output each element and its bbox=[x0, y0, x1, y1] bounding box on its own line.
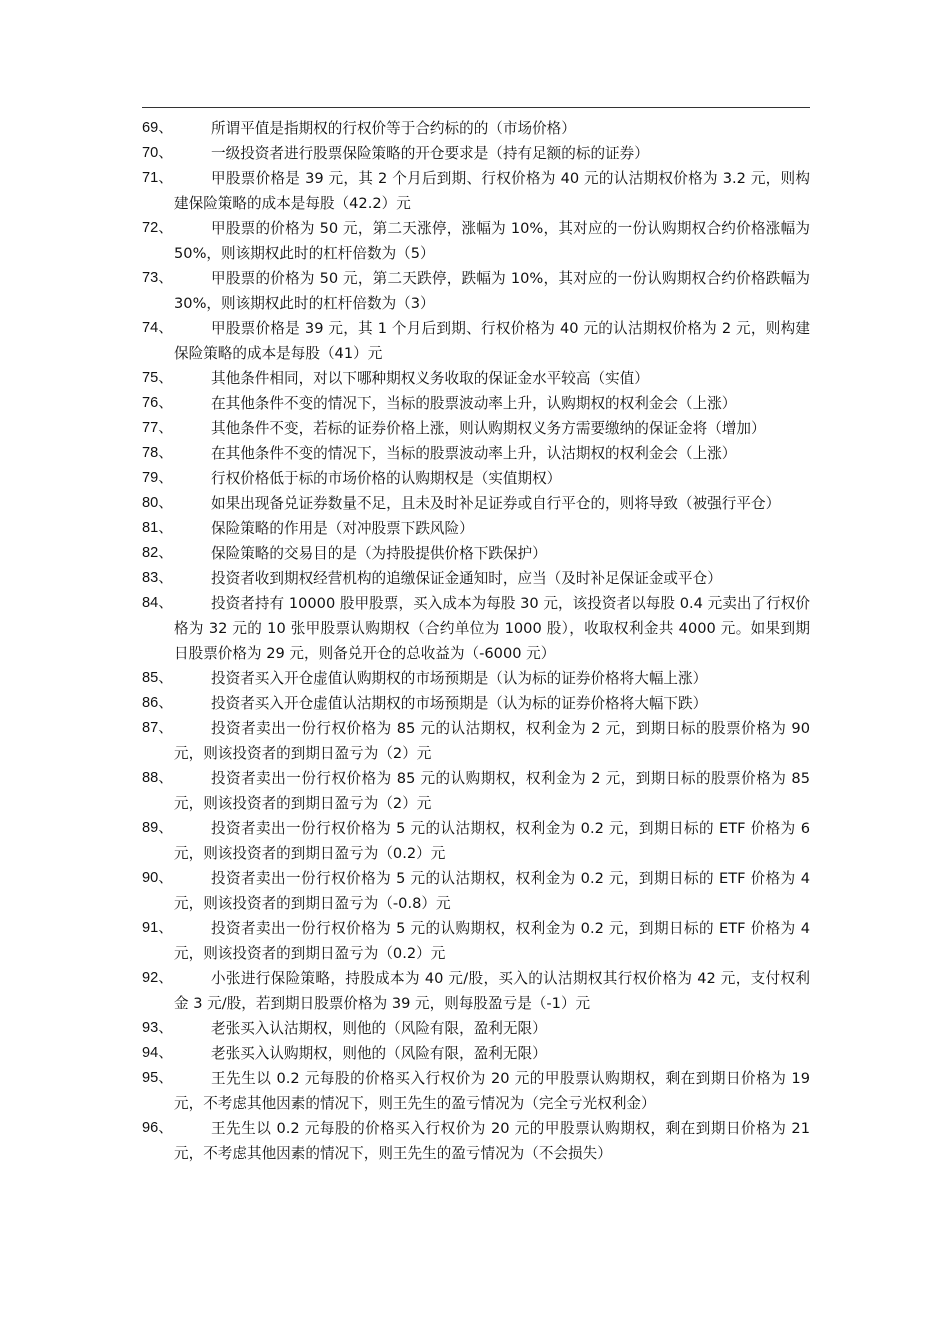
question-item bbox=[142, 691, 810, 716]
question-item bbox=[142, 491, 810, 516]
question-text: 投资者卖出一份行权价格为 5 元的认购期权，权利金为 0.2 元，到期日标的 ETF 价格为 4 元，则该投资者的到期日盈亏为（0.2）元 bbox=[174, 920, 810, 962]
question-item bbox=[142, 1041, 810, 1066]
question-text: 所谓平值是指期权的行权价等于合约标的的（市场价格） bbox=[211, 120, 576, 137]
question-number: 84、 bbox=[142, 595, 173, 611]
question-text: 甲股票价格是 39 元，其 1 个月后到期、行权价格为 40 元的认沽期权价格为 2 元，则构建保险策略的成本是每股（41）元 bbox=[174, 320, 810, 362]
question-number: 80、 bbox=[142, 495, 173, 511]
question-text: 老张买入认沽期权，则他的（风险有限，盈利无限） bbox=[211, 1020, 547, 1037]
question-item bbox=[142, 391, 810, 416]
question-item bbox=[142, 766, 810, 816]
question-number: 73、 bbox=[142, 270, 173, 286]
question-text: 投资者卖出一份行权价格为 85 元的认购期权，权利金为 2 元，到期日标的股票价格为 85 元，则该投资者的到期日盈亏为（2）元 bbox=[174, 770, 810, 812]
question-number: 92、 bbox=[142, 970, 173, 986]
question-number: 87、 bbox=[142, 720, 173, 736]
question-number: 82、 bbox=[142, 545, 173, 561]
question-item bbox=[142, 116, 810, 141]
question-text: 甲股票价格是 39 元，其 2 个月后到期、行权价格为 40 元的认沽期权价格为 3.2 元，则构建保险策略的成本是每股（42.2）元 bbox=[174, 170, 810, 212]
question-text: 甲股票的价格为 50 元，第二天涨停，涨幅为 10%，其对应的一份认购期权合约价格涨幅为 50%，则该期权此时的杠杆倍数为（5） bbox=[174, 220, 810, 262]
question-text: 投资者卖出一份行权价格为 5 元的认沽期权，权利金为 0.2 元，到期日标的 ETF 价格为 4 元，则该投资者的到期日盈亏为（-0.8）元 bbox=[174, 870, 810, 912]
question-text: 保险策略的交易目的是（为持股提供价格下跌保护） bbox=[211, 545, 547, 562]
question-number: 83、 bbox=[142, 570, 173, 586]
question-number: 95、 bbox=[142, 1070, 173, 1086]
question-number: 79、 bbox=[142, 470, 173, 486]
question-number: 69、 bbox=[142, 120, 173, 136]
question-item bbox=[142, 916, 810, 966]
question-item bbox=[142, 516, 810, 541]
question-text: 小张进行保险策略，持股成本为 40 元/股，买入的认沽期权其行权价格为 42 元，支付权利金 3 元/股，若到期日股票价格为 39 元，则每股盈亏是（-1）元 bbox=[174, 970, 810, 1012]
question-number: 74、 bbox=[142, 320, 173, 336]
question-text: 保险策略的作用是（对冲股票下跌风险） bbox=[211, 520, 474, 537]
question-item bbox=[142, 416, 810, 441]
question-list bbox=[142, 116, 810, 1166]
question-text: 投资者收到期权经营机构的追缴保证金通知时，应当（及时补足保证金或平仓） bbox=[211, 570, 722, 587]
question-text: 投资者卖出一份行权价格为 5 元的认沽期权，权利金为 0.2 元，到期日标的 ETF 价格为 6 元，则该投资者的到期日盈亏为（0.2）元 bbox=[174, 820, 810, 862]
question-item bbox=[142, 566, 810, 591]
question-text: 王先生以 0.2 元每股的价格买入行权价为 20 元的甲股票认购期权，剩在到期日价格为 19 元，不考虑其他因素的情况下，则王先生的盈亏情况为（完全亏光权利金） bbox=[174, 1070, 810, 1112]
question-item bbox=[142, 866, 810, 916]
question-number: 81、 bbox=[142, 520, 173, 536]
question-number: 90、 bbox=[142, 870, 173, 886]
question-item bbox=[142, 266, 810, 316]
question-item bbox=[142, 816, 810, 866]
question-number: 93、 bbox=[142, 1020, 173, 1036]
question-text: 老张买入认购期权，则他的（风险有限，盈利无限） bbox=[211, 1045, 547, 1062]
question-text: 行权价格低于标的市场价格的认购期权是（实值期权） bbox=[211, 470, 562, 487]
question-number: 75、 bbox=[142, 370, 173, 386]
header-rule bbox=[142, 107, 810, 108]
question-item bbox=[142, 216, 810, 266]
question-item bbox=[142, 466, 810, 491]
question-text: 投资者持有 10000 股甲股票，买入成本为每股 30 元，该投资者以每股 0.4 元卖出了行权价格为 32 元的 10 张甲股票认购期权（合约单位为 1000 股），收取权利金共 4000 元。如果到期日股票价格为 29 元，则备兑开仓的总收益为（-6000 元） bbox=[174, 595, 810, 662]
question-text: 投资者卖出一份行权价格为 85 元的认沽期权，权利金为 2 元，到期日标的股票价格为 90 元，则该投资者的到期日盈亏为（2）元 bbox=[174, 720, 810, 762]
question-text: 其他条件不变，若标的证券价格上涨，则认购期权义务方需要缴纳的保证金将（增加） bbox=[211, 420, 766, 437]
question-item bbox=[142, 1016, 810, 1041]
question-number: 72、 bbox=[142, 220, 173, 236]
question-number: 86、 bbox=[142, 695, 173, 711]
question-text: 如果出现备兑证券数量不足，且未及时补足证券或自行平仓的，则将导致（被强行平仓） bbox=[211, 495, 781, 512]
question-number: 88、 bbox=[142, 770, 173, 786]
question-text: 在其他条件不变的情况下，当标的股票波动率上升，认购期权的权利金会（上涨） bbox=[211, 395, 737, 412]
question-item bbox=[142, 1116, 810, 1166]
question-text: 投资者买入开仓虚值认沽期权的市场预期是（认为标的证券价格将大幅下跌） bbox=[211, 695, 708, 712]
question-text: 其他条件相同，对以下哪种期权义务收取的保证金水平较高（实值） bbox=[211, 370, 649, 387]
question-item bbox=[142, 316, 810, 366]
question-number: 70、 bbox=[142, 145, 173, 161]
question-text: 一级投资者进行股票保险策略的开仓要求是（持有足额的标的证券） bbox=[211, 145, 649, 162]
question-number: 76、 bbox=[142, 395, 173, 411]
question-text: 投资者买入开仓虚值认购期权的市场预期是（认为标的证券价格将大幅上涨） bbox=[211, 670, 708, 687]
question-number: 71、 bbox=[142, 170, 173, 186]
question-item bbox=[142, 141, 810, 166]
question-number: 89、 bbox=[142, 820, 173, 836]
question-number: 77、 bbox=[142, 420, 173, 436]
question-text: 甲股票的价格为 50 元，第二天跌停，跌幅为 10%，其对应的一份认购期权合约价格跌幅为 30%，则该期权此时的杠杆倍数为（3） bbox=[174, 270, 810, 312]
question-text: 王先生以 0.2 元每股的价格买入行权价为 20 元的甲股票认购期权，剩在到期日价格为 21 元，不考虑其他因素的情况下，则王先生的盈亏情况为（不会损失） bbox=[174, 1120, 810, 1162]
question-number: 78、 bbox=[142, 445, 173, 461]
question-item bbox=[142, 166, 810, 216]
question-item bbox=[142, 591, 810, 666]
question-item bbox=[142, 1066, 810, 1116]
question-number: 94、 bbox=[142, 1045, 173, 1061]
question-item bbox=[142, 716, 810, 766]
question-number: 96、 bbox=[142, 1120, 173, 1136]
question-text: 在其他条件不变的情况下，当标的股票波动率上升，认沽期权的权利金会（上涨） bbox=[211, 445, 737, 462]
question-number: 85、 bbox=[142, 670, 173, 686]
question-item bbox=[142, 366, 810, 391]
question-item bbox=[142, 966, 810, 1016]
question-number: 91、 bbox=[142, 920, 173, 936]
question-item bbox=[142, 541, 810, 566]
question-item bbox=[142, 441, 810, 466]
question-item bbox=[142, 666, 810, 691]
